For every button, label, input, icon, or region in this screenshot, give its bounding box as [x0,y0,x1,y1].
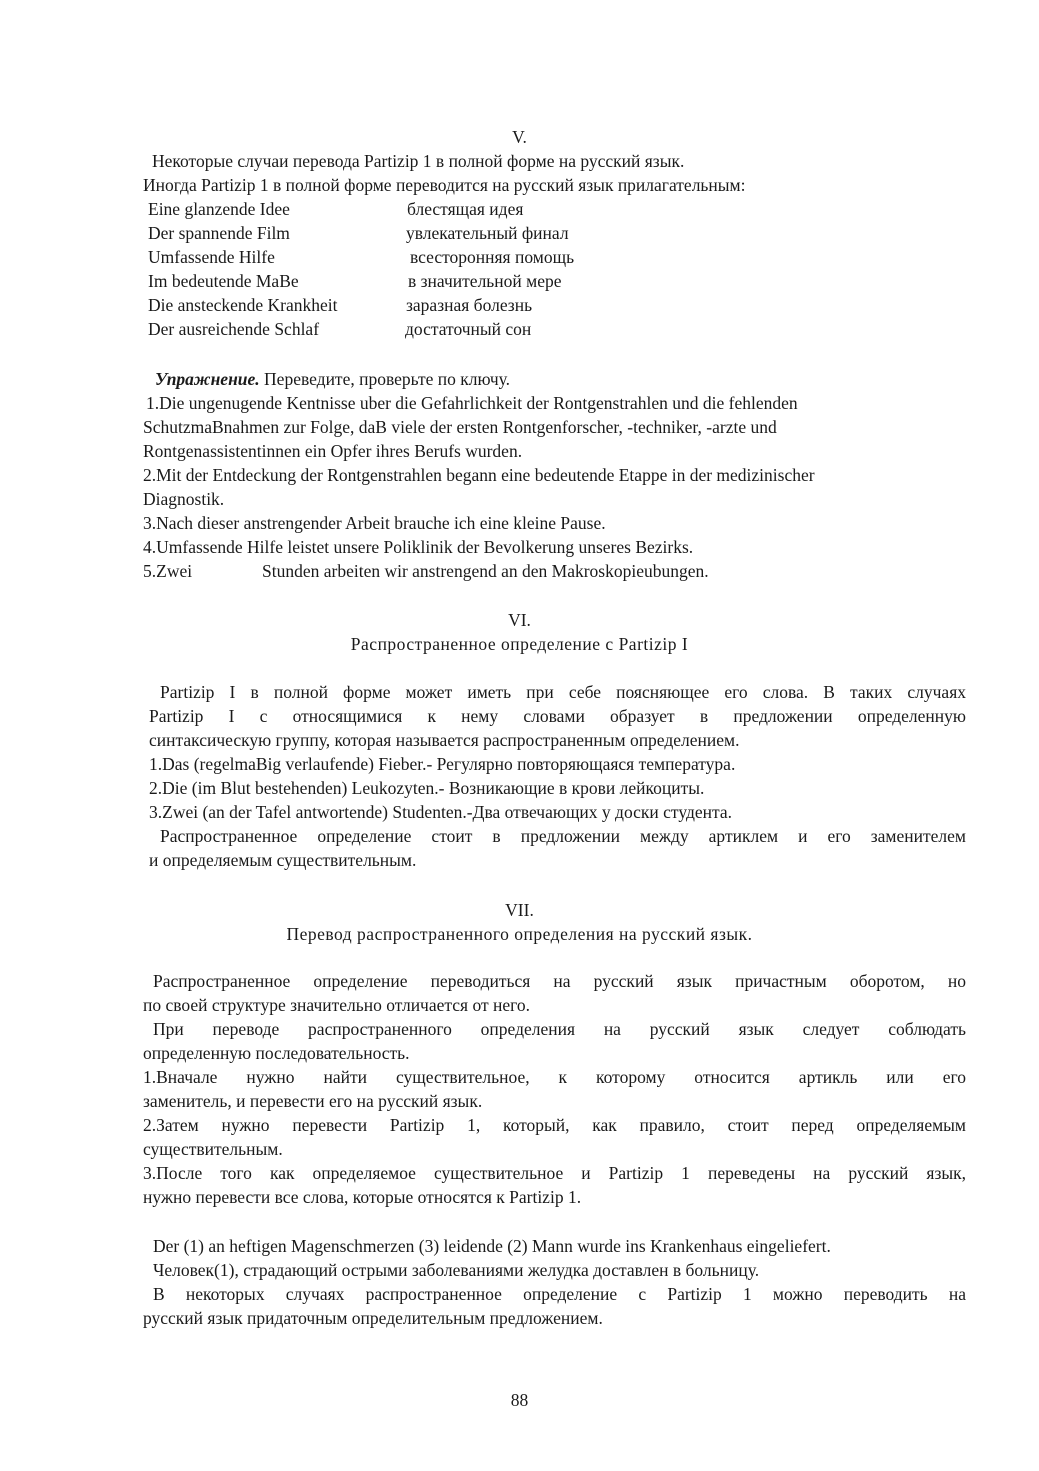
justified-text: 1.Вначале нужно найти существительное, к которому относится артикль или его [143,1067,966,1087]
paragraph-line [160,680,966,704]
exercise-line: 1.Die ungenugende Kentnisse uber die Gefahrlichkeit der Rontgenstrahlen und die fehlenden [146,393,798,413]
example-line: 1.Das (regelmaBig verlaufende) Fieber.- Регулярно повторяющаяся температура. [149,754,736,774]
justified-text: Partizip I в полной форме может иметь при себе поясняющее его слова. В таких случаях [160,682,966,702]
vocab-german: Der spannende Film [148,223,290,243]
example-german: Der (1) an heftigen Magenschmerzen (3) leidende (2) Mann wurde ins Krankenhaus eingeliefert. [153,1236,831,1256]
paragraph-line: существительным. [143,1139,283,1159]
section-number: VII. [505,900,534,920]
justified-text: Распространенное определение стоит в предложении между артиклем и его заменителем [160,826,966,846]
justified-text: 3.После того как определяемое существительное и Partizip 1 переведены на русский язык, [143,1163,966,1183]
paragraph-line [153,1282,966,1306]
justified-text: Распространенное определение переводиться на русский язык причастным оборотом, но [153,971,966,991]
section-title: Некоторые случаи перевода Partizip 1 в полной форме на русский язык. [152,151,685,171]
vocab-german: Der ausreichende Schlaf [148,319,320,339]
paragraph-line [153,1017,966,1041]
section-title: Распространенное определение с Partizip I [350,634,689,654]
justified-text: При переводе распространенного определения на русский язык следует соблюдать [153,1019,966,1039]
paragraph-line: русский язык придаточным определительным предложением. [143,1308,603,1328]
paragraph-line: синтаксическую группу, которая называется распространенным определением. [149,730,740,750]
paragraph-line [143,1065,966,1089]
exercise-line: SchutzmaBnahmen zur Folge, daB viele der ersten Rontgenforscher, -techniker, -arzte und [143,417,777,437]
vocab-german: Umfassende Hilfe [148,247,275,267]
justified-text: Partizip I с относящимися к нему словами образует в предложении определенную [149,706,966,726]
vocab-russian: всесторонняя помощь [410,247,575,267]
paragraph-line [143,1113,966,1137]
paragraph-line [143,1161,966,1185]
paragraph-line: определенную последовательность. [143,1043,410,1063]
exercise-heading [155,367,510,391]
vocab-russian: достаточный сон [405,319,532,339]
paragraph-line: заменитель, и перевести его на русский язык. [143,1091,483,1111]
exercise-line: Diagnostik. [143,489,225,509]
example-line: 2.Die (im Blut bestehenden) Leukozyten.- Возникающие в крови лейкоциты. [149,778,705,798]
example-line: 3.Zwei (an der Tafel antwortende) Studenten.-Два отвечающих у доски студента. [149,802,733,822]
paragraph-line [153,969,966,993]
exercise-line: Rontgenassistentinnen ein Opfer ihres Berufs wurden. [143,441,523,461]
vocab-german: Die ansteckende Krankheit [148,295,338,315]
section-number: V. [512,127,527,147]
page-number: 88 [510,1390,529,1410]
justified-text: 2.Затем нужно перевести Partizip 1, который, как правило, стоит перед определяемым [143,1115,966,1135]
exercise-line: 2.Mit der Entdeckung der Rontgenstrahlen begann eine bedeutende Etappe in der medizinischer [143,465,815,485]
paragraph-line [160,824,966,848]
exercise-line: Stunden arbeiten wir anstrengend an den Makroskopieubungen. [262,561,709,581]
exercise-line: 4.Umfassende Hilfe leistet unsere Poliklinik der Bevolkerung unseres Bezirks. [143,537,694,557]
section-number: VI. [508,610,531,630]
vocab-russian: заразная болезнь [406,295,533,315]
justified-text: В некоторых случаях распространенное определение с Partizip 1 можно переводить на [153,1284,966,1304]
vocab-german: Eine glanzende Idee [148,199,290,219]
example-russian: Человек(1), страдающий острыми заболеваниями желудка доставлен в больницу. [153,1260,760,1280]
vocab-russian: в значительной мере [408,271,562,291]
paragraph-line: нужно перевести все слова, которые относятся к Partizip 1. [143,1187,582,1207]
exercise-label: Упражнение. [155,369,260,389]
exercise-line-number: 5.Zwei [143,561,193,581]
vocab-russian: увлекательный финал [406,223,569,243]
paragraph-line: по своей структуре значительно отличается от него. [143,995,530,1015]
exercise-line: 3.Nach dieser anstrengender Arbeit brauche ich eine kleine Pause. [143,513,606,533]
section-title: Перевод распространенного определения на русский язык. [286,924,753,944]
paragraph-line: и определяемым существительным. [149,850,417,870]
vocab-russian: блестящая идея [407,199,524,219]
vocab-german: Im bedeutende MaBe [148,271,299,291]
paragraph-line: Иногда Partizip 1 в полной форме переводится на русский язык прилагательным: [143,175,746,195]
paragraph-line [149,704,966,728]
exercise-instruction: Переведите, проверьте по ключу. [259,369,511,389]
